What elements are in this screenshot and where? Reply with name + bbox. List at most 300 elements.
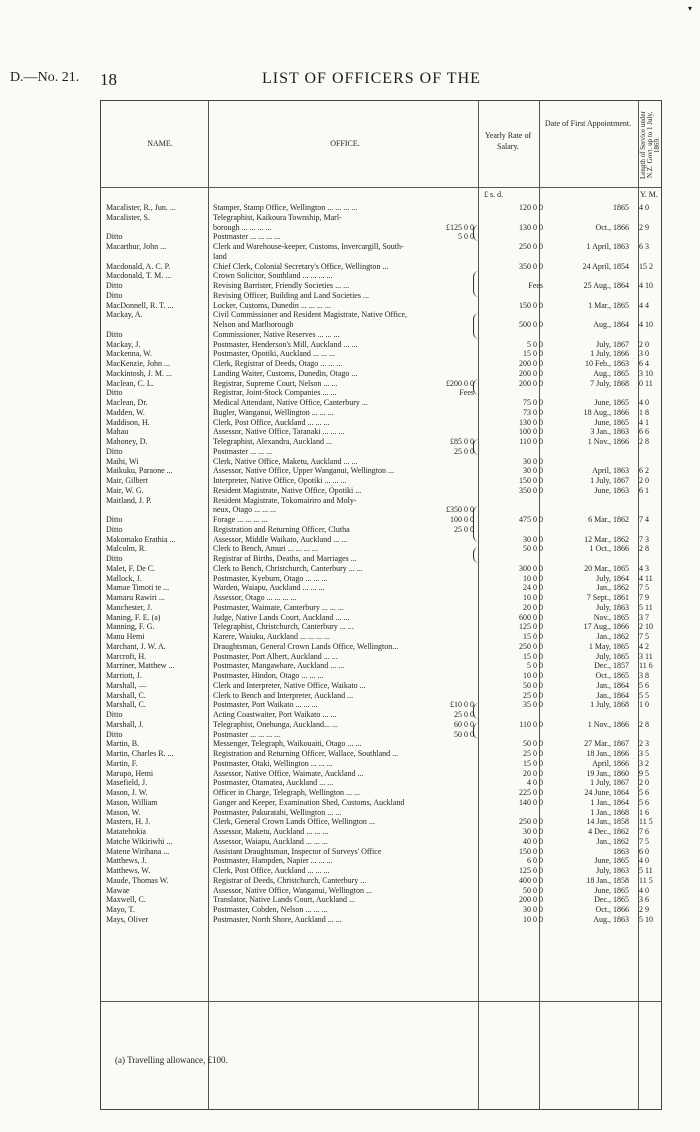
- yearly-salary: 30 0 0: [523, 456, 543, 466]
- officer-name: Mason, J. W.: [106, 788, 148, 797]
- table-row: [100, 408, 660, 418]
- service-length: 2 10: [639, 622, 653, 632]
- appointment-date: Oct., 1866: [595, 222, 629, 232]
- service-length: 11 5: [639, 875, 653, 885]
- appointment-date: 3 Jan., 1863: [590, 427, 629, 437]
- office-title: Postmaster, Otaki, Wellington ... ... ...: [213, 758, 333, 768]
- office-title: Postmaster, Cobden, Nelson ... ... ...: [213, 905, 328, 914]
- officer-name: Malet, F. De C.: [106, 563, 156, 573]
- yearly-salary: 10 0 0: [523, 671, 543, 680]
- yearly-salary: 5 0 0: [527, 661, 543, 671]
- appointment-date: Oct., 1865: [595, 671, 629, 680]
- officer-name: Maikuku, Paraone ...: [106, 466, 173, 476]
- service-length: 7 4: [639, 515, 649, 524]
- yearly-salary: 24 0 0: [523, 583, 543, 593]
- yearly-salary: 400 0 0: [519, 875, 543, 885]
- office-title: Assessor, Middle Waikato, Auckland ... ...: [213, 534, 348, 544]
- table-row: [100, 398, 660, 408]
- office-title: Telegraphist, Alexandra, Auckland ...: [213, 437, 332, 446]
- office-title: Clerk to Bench, Christchurch, Canterbury ... ...: [213, 563, 363, 573]
- officer-name: Mason, W.: [106, 807, 141, 817]
- yearly-salary: 500 0 0: [519, 320, 543, 329]
- appointment-date: 10 Feb., 1863: [585, 359, 629, 368]
- component-amount: 50 0 0: [454, 729, 474, 739]
- officer-name: Mallock, J.: [106, 573, 142, 583]
- service-length: 4 0: [639, 398, 649, 407]
- service-length: 5 6: [639, 680, 649, 690]
- footnote: (a) Travelling allowance, £100.: [115, 1055, 228, 1065]
- yearly-salary: 30 0 0: [523, 905, 543, 914]
- office-title: Assessor, Native Office, Taranaki ... ... ...: [213, 427, 345, 437]
- officer-name: Maning, F. E. (a): [106, 612, 161, 622]
- yearly-salary: 250 0 0: [519, 817, 543, 827]
- service-length: 4 0: [639, 856, 649, 866]
- office-title: Locker, Customs, Dunedin ... ... ... ...: [213, 300, 331, 310]
- service-length: 4 11: [639, 573, 653, 583]
- yearly-salary: 200 0 0: [519, 895, 543, 905]
- officer-name: Marchant, J. W. A.: [106, 641, 166, 651]
- officer-name: MacDonnell, R. T. ...: [106, 300, 174, 310]
- officer-name: Mamae Timoti te ...: [106, 583, 170, 593]
- table-row: [100, 437, 660, 447]
- officer-name: Maddison, H.: [106, 417, 150, 427]
- officer-name: Mays, Oliver: [106, 914, 149, 924]
- office-title: Stamper, Stamp Office, Wellington ... ... ... ...: [213, 203, 358, 212]
- appointment-date: 1863: [613, 846, 629, 856]
- yearly-salary: 30 0 0: [523, 827, 543, 836]
- body-bottom-rule: [101, 1001, 661, 1002]
- appointment-date: June, 1865: [594, 885, 629, 895]
- appointment-date: April, 1866: [592, 758, 629, 768]
- table-row: [100, 876, 660, 886]
- appointment-date: 24 April, 1854: [582, 261, 629, 271]
- appointment-date: July, 1863: [596, 602, 629, 612]
- service-length: 2 9: [639, 222, 649, 232]
- table-row: [100, 310, 660, 320]
- officer-name: Madden, W.: [106, 407, 145, 417]
- yearly-salary: 250 0 0: [519, 242, 543, 251]
- office-title: Resident Magistrate, Native Office, Opotiki ...: [213, 485, 362, 495]
- yearly-salary: 20 0 0: [523, 602, 543, 612]
- appointment-date: 4 Dec., 1862: [588, 827, 629, 836]
- table-row: [100, 379, 660, 389]
- yearly-salary: 125 0 0: [519, 866, 543, 875]
- column-header-salary: Yearly Rate of Salary.: [484, 131, 532, 151]
- service-length: 3 2: [639, 758, 649, 768]
- component-amount: £10 0 0: [450, 700, 474, 710]
- officer-name: Ditto: [106, 515, 123, 524]
- yearly-salary: 130 0 0: [519, 222, 543, 232]
- table-row: [100, 691, 660, 701]
- component-amount: Fees: [459, 388, 474, 398]
- appointment-date: July, 1865: [596, 651, 629, 661]
- yearly-salary: 15 0 0: [523, 758, 543, 768]
- service-length: 4 0: [639, 203, 649, 212]
- yearly-salary: 130 0 0: [519, 417, 543, 427]
- appointment-date: 1 July, 1868: [590, 700, 629, 710]
- service-length: 3 6: [639, 895, 649, 905]
- officer-name: Manu Hemi: [106, 632, 145, 641]
- appointment-date: 1 May, 1865: [588, 641, 629, 651]
- table-row: [100, 661, 660, 671]
- yearly-salary: 30 0 0: [523, 534, 543, 544]
- appointment-date: April, 1863: [592, 466, 629, 476]
- service-length: 15 2: [639, 261, 653, 271]
- office-title: Warden, Waiapu, Auckland ... ... ...: [213, 583, 325, 593]
- service-length: 6 3: [639, 242, 649, 251]
- yearly-salary: 140 0 0: [519, 797, 543, 807]
- office-title: Translator, Native Lands Court, Auckland ...: [213, 895, 356, 905]
- office-title: Telegraphist, Kaikoura Township, Marl-: [213, 212, 342, 222]
- table-row: [100, 203, 660, 213]
- service-length: 6 1: [639, 485, 649, 495]
- officer-name: Manning, F. G.: [106, 622, 155, 632]
- office-title: Clerk to Bench, Amuri ... ... ... ...: [213, 544, 318, 554]
- office-title: Postmaster, Opotiki, Auckland ... ... ...: [213, 349, 335, 359]
- yearly-salary: 125 0 0: [519, 622, 543, 632]
- yearly-salary: 200 0 0: [519, 368, 543, 378]
- service-length: 7 5: [639, 632, 649, 641]
- component-amount: £85 0 0: [450, 437, 474, 446]
- office-title: Crown Solicitor, Southland ... ... ... ...: [213, 271, 333, 281]
- component-amount: £200 0 0: [446, 378, 474, 388]
- service-length: 1 6: [639, 807, 649, 817]
- officer-name: Mackay, A.: [106, 310, 143, 320]
- appointment-date: Jan., 1862: [596, 632, 629, 641]
- table-row: [100, 593, 660, 603]
- table-row: [100, 886, 660, 896]
- service-length: 3 10: [639, 368, 653, 378]
- officer-name: Mackenna, W.: [106, 349, 152, 359]
- appointment-date: 7 July, 1868: [590, 378, 629, 388]
- table-row: [100, 349, 660, 359]
- office-title: Registrar of Births, Deaths, and Marriages ...: [213, 554, 357, 563]
- yearly-salary: 10 0 0: [523, 573, 543, 583]
- yearly-salary: 30 0 0: [523, 466, 543, 476]
- table-row: [100, 213, 660, 223]
- office-title: Assistant Draughtsman, Inspector of Surveys' Office: [213, 846, 382, 856]
- office-title: Postmaster, North Shore, Auckland ... ...: [213, 914, 342, 924]
- table-row: [100, 388, 660, 398]
- column-header-date: Date of First Appointment.: [544, 119, 632, 128]
- officer-name: Maclean, C. L.: [106, 378, 154, 388]
- officer-name: Mackintosh, J. M. ...: [106, 368, 172, 378]
- appointment-date: 1 Oct., 1866: [589, 544, 629, 554]
- service-length: 5 11: [639, 866, 653, 875]
- yearly-salary: 50 0 0: [523, 739, 543, 749]
- office-title: Clerk, General Crown Lands Office, Wellington ...: [213, 817, 375, 827]
- office-title: Draughtsman, General Crown Lands Office, Wellington...: [213, 641, 399, 651]
- officer-name: Ditto: [106, 729, 123, 739]
- office-title: Postmaster ... ... ...: [213, 446, 273, 456]
- yearly-salary: 110 0 0: [519, 719, 543, 729]
- table-row: [100, 457, 660, 467]
- yearly-salary: 25 0 0: [523, 690, 543, 700]
- table-row: [100, 905, 660, 915]
- officer-name: Macalister, R., Jun. ...: [106, 203, 176, 212]
- component-amount: 100 0 0: [450, 515, 474, 524]
- table-row: [100, 223, 660, 233]
- service-length: 2 8: [639, 719, 649, 729]
- appointment-date: 17 Aug., 1866: [583, 622, 629, 632]
- office-title: Postmaster, Mangawhare, Auckland ... ...: [213, 661, 345, 671]
- table-row: [100, 788, 660, 798]
- officer-name: Mackay, J.: [106, 339, 141, 349]
- service-length: 6 6: [639, 427, 649, 437]
- office-title: Assessor, Native Office, Upper Wanganui, Wellington ...: [213, 466, 395, 476]
- table-row: [100, 466, 660, 476]
- appointment-date: 1 Nov., 1866: [587, 437, 629, 446]
- appointment-date: 1 July, 1866: [590, 349, 629, 359]
- yearly-salary: Fees: [528, 281, 543, 290]
- yearly-salary: 225 0 0: [519, 788, 543, 797]
- service-length: 9 5: [639, 768, 649, 778]
- table-row: [100, 330, 660, 340]
- yearly-salary: 5 0 0: [527, 339, 543, 349]
- appointment-date: Jan., 1862: [596, 583, 629, 593]
- officer-name: Matene Wirihana ...: [106, 846, 170, 856]
- appointment-date: 18 Jan., 1866: [586, 749, 629, 758]
- officer-name: Matthews, J.: [106, 856, 147, 866]
- table-row: [100, 915, 660, 925]
- office-title: borough ... ... ... ...: [213, 222, 272, 232]
- table-row: [100, 895, 660, 905]
- table-row: [100, 700, 660, 710]
- office-title: Registration and Returning Officer, Wallace, Southland ...: [213, 749, 399, 758]
- length-units: Y. M.: [640, 190, 658, 199]
- office-title: Clerk and Interpreter, Native Office, Waikato ...: [213, 680, 366, 690]
- office-title: land: [213, 251, 227, 261]
- table-row: [100, 564, 660, 574]
- office-title: Assessor, Native Office, Wanganui, Wellington ...: [213, 885, 373, 895]
- table-row: [100, 671, 660, 681]
- officer-name: Mamaru Rawiri ...: [106, 593, 165, 602]
- yearly-salary: 25 0 0: [523, 749, 543, 758]
- service-length: 2 0: [639, 339, 649, 349]
- table-row: [100, 856, 660, 866]
- officer-name: Maihi, Wi: [106, 456, 139, 466]
- officer-name: Ditto: [106, 388, 123, 398]
- office-title: Postmaster, Waimate, Canterbury ... ... ...: [213, 602, 344, 612]
- service-length: 5 11: [639, 602, 653, 612]
- service-length: 1 8: [639, 407, 649, 417]
- appointment-date: Dec., 1865: [594, 895, 629, 905]
- yearly-salary: 73 0 0: [523, 407, 543, 417]
- table-row: [100, 837, 660, 847]
- office-title: neux, Otago ... ... ...: [213, 505, 277, 515]
- service-length: 4 10: [639, 281, 653, 290]
- table-row: [100, 427, 660, 437]
- table-row: [100, 739, 660, 749]
- service-length: 0 11: [639, 378, 653, 388]
- yearly-salary: 150 0 0: [519, 846, 543, 856]
- officer-name: Mahau: [106, 427, 129, 437]
- table-row: [100, 642, 660, 652]
- appointment-date: 1 July, 1867: [590, 778, 629, 788]
- office-title: Messenger, Telegraph, Waikouaiti, Otago ... ...: [213, 739, 362, 749]
- yearly-salary: 200 0 0: [519, 359, 543, 368]
- appointment-date: 1 Jan., 1868: [590, 807, 629, 817]
- officer-name: Masefield, J.: [106, 778, 148, 788]
- table-row: [100, 681, 660, 691]
- officer-name: Martin, F.: [106, 758, 138, 768]
- office-title: Interpreter, Native Office, Opotiki ... ... ...: [213, 476, 347, 485]
- service-length: 2 3: [639, 739, 649, 749]
- table-row: [100, 613, 660, 623]
- appointment-date: July, 1864: [596, 573, 629, 583]
- yearly-salary: 120 0 0: [519, 203, 543, 212]
- appointment-date: Aug., 1863: [593, 914, 629, 924]
- component-amount: 25 0 0: [454, 446, 474, 456]
- office-title: Clerk to Bench and Interpreter, Auckland ...: [213, 690, 354, 700]
- officer-name: Mayo, T.: [106, 905, 135, 914]
- officer-name: Ditto: [106, 446, 123, 456]
- office-title: Postmaster, Port Waikato ... ... ...: [213, 700, 318, 710]
- officer-name: Marshall, C.: [106, 700, 146, 710]
- service-length: 6 0: [639, 846, 649, 856]
- corner-mark: ▾: [687, 4, 692, 13]
- yearly-salary: 15 0 0: [523, 632, 543, 641]
- officer-name: Ditto: [106, 290, 123, 300]
- service-length: 5 5: [639, 690, 649, 700]
- table-row: [100, 340, 660, 350]
- document-reference: D.—No. 21.: [10, 70, 80, 85]
- officer-name: Maude, Thomas W.: [106, 875, 169, 885]
- yearly-salary: 150 0 0: [519, 476, 543, 485]
- table-row: [100, 496, 660, 506]
- appointment-date: Nov., 1865: [593, 612, 629, 622]
- office-title: Registration and Returning Officer, Clutha: [213, 524, 350, 534]
- service-length: 7 3: [639, 534, 649, 544]
- table-row: [100, 486, 660, 496]
- yearly-salary: 250 0 0: [519, 641, 543, 651]
- office-title: Registrar, Supreme Court, Nelson ... ...: [213, 378, 338, 388]
- service-length: 2 9: [639, 905, 649, 914]
- yearly-salary: 20 0 0: [523, 768, 543, 778]
- service-length: 2 0: [639, 778, 649, 788]
- appointment-date: 6 Mar., 1862: [588, 515, 629, 524]
- table-row: [100, 730, 660, 740]
- salary-units: £ s. d.: [484, 190, 504, 199]
- yearly-salary: 15 0 0: [523, 349, 543, 359]
- column-header-length: Length of Service under N.Z. Govt. up to 1 July, 1869.: [639, 111, 661, 179]
- appointment-date: 14 Jan., 1858: [586, 817, 629, 827]
- appointment-date: June, 1865: [594, 398, 629, 407]
- office-title: Postmaster, Kyeburn, Otago ... ... ...: [213, 573, 328, 583]
- appointment-date: June, 1863: [594, 485, 629, 495]
- office-title: Ganger and Keeper, Examination Shed, Customs, Auckland: [213, 797, 405, 807]
- yearly-salary: 40 0 0: [523, 836, 543, 846]
- office-title: Assessor, Maketu, Auckland ... ... ...: [213, 827, 329, 836]
- yearly-salary: 350 0 0: [519, 261, 543, 271]
- officer-name: Ditto: [106, 554, 123, 563]
- service-length: 7 6: [639, 827, 649, 836]
- officer-name: Malcolm, R.: [106, 544, 147, 554]
- officer-name: MacKenzie, John ...: [106, 359, 170, 368]
- component-amount: 25 0 0: [454, 710, 474, 719]
- office-title: Revising Barrister, Friendly Societies ... ...: [213, 281, 350, 290]
- officer-name: Marupo, Hemi: [106, 768, 154, 778]
- appointment-date: 1865: [613, 203, 629, 212]
- page-number: 18: [100, 70, 117, 89]
- table-row: [100, 418, 660, 428]
- office-title: Telegraphist, Christchurch, Canterbury ... ...: [213, 622, 354, 632]
- office-title: Assessor, Native Office, Waimate, Auckland ...: [213, 768, 364, 778]
- appointment-date: June, 1865: [594, 417, 629, 427]
- officer-name: Macdonald, T. M. ...: [106, 271, 172, 281]
- table-row: [100, 271, 660, 281]
- officer-name: Marshall, —: [106, 680, 147, 690]
- office-title: Officer in Charge, Telegraph, Wellington ... ...: [213, 788, 361, 797]
- component-amount: £125 0 0: [446, 222, 474, 232]
- service-length: 4 1: [639, 417, 649, 427]
- officer-name: Macdonald, A. C. P.: [106, 261, 171, 271]
- office-title: Registrar of Deeds, Christchurch, Canterbury ...: [213, 875, 367, 885]
- officer-name: Maxwell, C.: [106, 895, 146, 905]
- service-length: 11 6: [639, 661, 653, 671]
- officer-name: Mahoney, D.: [106, 437, 148, 446]
- office-title: Revising Officer, Building and Land Societies ...: [213, 290, 369, 300]
- table-row: [100, 808, 660, 818]
- table-row: [100, 817, 660, 827]
- table-row: [100, 574, 660, 584]
- service-length: 2 8: [639, 437, 649, 446]
- appointment-date: 1 Mar., 1865: [588, 300, 629, 310]
- office-title: Postmaster, Port Albert, Auckland ... ...: [213, 651, 338, 661]
- service-length: 6 2: [639, 466, 649, 476]
- office-title: Postmaster, Henderson's Mill, Auckland ... ...: [213, 339, 358, 349]
- officer-name: Ditto: [106, 232, 123, 242]
- service-length: 5 6: [639, 788, 649, 797]
- table-row: [100, 535, 660, 545]
- service-length: 4 4: [639, 300, 649, 310]
- service-length: 4 10: [639, 320, 653, 329]
- officer-name: Matthews, W.: [106, 866, 151, 875]
- yearly-salary: 15 0 0: [523, 651, 543, 661]
- service-length: 4 3: [639, 563, 649, 573]
- appointment-date: June, 1865: [594, 856, 629, 866]
- office-title: Assessor, Otago ... ... ... ...: [213, 593, 297, 602]
- office-title: Karere, Waiuku, Auckland ... ... ... ...: [213, 632, 330, 641]
- officer-name: Macalister, S.: [106, 212, 150, 222]
- office-title: Assessor, Waiapu, Auckland ... ... ...: [213, 836, 328, 846]
- service-length: 6 4: [639, 359, 649, 368]
- column-header-name: NAME.: [147, 139, 173, 148]
- yearly-salary: 350 0 0: [519, 485, 543, 495]
- officer-name: Ditto: [106, 281, 123, 290]
- appointment-date: 1 July, 1867: [590, 476, 629, 485]
- service-length: 3 11: [639, 651, 653, 661]
- page-title: LIST OF OFFICERS OF THE: [262, 70, 481, 87]
- appointment-date: 1 Jan., 1864: [590, 797, 629, 807]
- yearly-salary: 300 0 0: [519, 563, 543, 573]
- office-title: Landing Waiter, Customs, Dunedin, Otago ...: [213, 368, 358, 378]
- appointment-date: 18 Aug., 1866: [583, 407, 629, 417]
- yearly-salary: 4 0 0: [527, 778, 543, 788]
- table-row: [100, 262, 660, 272]
- office-title: Clerk, Registrar of Deeds, Otago ... ... ...: [213, 359, 343, 368]
- officer-name: Marshall, C.: [106, 690, 146, 700]
- yearly-salary: 475 0 0: [519, 515, 543, 524]
- officer-name: Matatehokia: [106, 827, 146, 836]
- appointment-date: 12 Mar., 1862: [584, 534, 629, 544]
- yearly-salary: 6 0 0: [527, 856, 543, 866]
- office-title: Chief Clerk, Colonial Secretary's Office, Wellington ...: [213, 261, 389, 271]
- service-length: 3 7: [639, 612, 649, 622]
- officer-name: Maclean, Dr.: [106, 398, 148, 407]
- office-title: Forage ... ... ... ...: [213, 515, 268, 524]
- office-title: Telegraphist, Onehunga, Auckland... ...: [213, 719, 338, 729]
